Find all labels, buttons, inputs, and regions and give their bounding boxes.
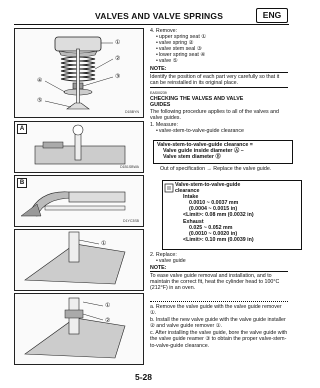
spec-intake-value-2: (0.0004 ~ 0.0015 in) [189, 206, 238, 213]
valve-guide-installation-figure [14, 293, 144, 365]
spec-intake-limit: <Limit>: 0.08 mm (0.0032 in) [183, 212, 254, 219]
measure-title: 1. Measure: [150, 122, 178, 128]
note-label: NOTE: [150, 66, 167, 72]
step-2-title: 2. Replace: [150, 252, 177, 258]
section-heading-line-1: CHECKING THE VALVES AND VALVE [150, 96, 244, 102]
formula-line-2: Valve guide inside diameter Ⓐ – [163, 148, 244, 155]
valve-assembly-drawing [15, 29, 143, 117]
note-rule [150, 271, 288, 272]
list-item: • upper spring seat ① [156, 34, 206, 40]
spec-exhaust-limit: <Limit>: 0.10 mm (0.0039 in) [183, 236, 254, 243]
note-label: NOTE: [150, 265, 167, 271]
spec-title-1: Valve-stem-to-valve-guide [175, 182, 241, 188]
step-2-item: • valve guide [156, 258, 186, 264]
callout-1: ① [115, 40, 121, 46]
formula-line-3: Valve stem diameter Ⓑ [163, 154, 221, 161]
spec-box [162, 180, 302, 250]
note-rule [150, 72, 288, 73]
valve-guide-removal-figure [14, 229, 144, 291]
step-4-list [156, 34, 206, 64]
valve-stem-micrometer-figure [14, 175, 144, 227]
callout-4: ④ [37, 78, 43, 84]
note-text: To ease valve guide removal and installation, and to maintain the correct fit, heat the cylinder head to 100°C (212°F) in an oven. [150, 273, 280, 292]
spec-exhaust: Exhaust [183, 218, 204, 225]
valve-guide-installation-drawing [15, 294, 143, 364]
section-code: EAS00239 [150, 91, 167, 95]
page-title: VALVES AND VALVE SPRINGS [95, 11, 224, 21]
figure-label-b: B [17, 178, 27, 188]
figure-code: D1YC3SB [123, 219, 139, 223]
callout-2: ② [105, 318, 111, 324]
note-end-rule [150, 87, 288, 88]
valve-guide-removal-drawing [15, 230, 143, 290]
list-item: • valve spring ② [156, 40, 206, 46]
callout-5: ⑤ [37, 98, 43, 104]
substep-c: c. After installing the valve guide, bore the valve guide with the valve guide reamer ③ to obtain the proper valve-stem-to-valve-guide clearance. [150, 330, 288, 349]
section-heading-line-2: GUIDES [150, 102, 171, 109]
spec-exhaust-value-2: (0.0010 ~ 0.0020 in) [189, 230, 238, 237]
spec-exhaust-value-1: 0.025 ~ 0.052 mm [189, 224, 233, 231]
page-number: 5-28 [135, 372, 153, 382]
measure-item: • valve-stem-to-valve-guide clearance [156, 128, 244, 134]
note-text: Identify the position of each part very carefully so that it can be reinstalled in its original place. [150, 74, 280, 87]
substeps [150, 304, 288, 349]
callout-3: ③ [115, 74, 121, 80]
list-item: • lower spring seat ④ [156, 52, 206, 58]
spec-intake-value-1: 0.0010 ~ 0.0037 mm [189, 200, 239, 207]
step-4-title: 4. Remove: [150, 28, 178, 34]
figure-code: D1B1SBWA [120, 165, 139, 169]
header-rule [14, 24, 289, 25]
spec-instruction: Out of specification → Replace the valve guide. [160, 166, 272, 172]
spec-icon [164, 183, 174, 193]
spec-intake: Intake [183, 194, 199, 201]
callout-1: ① [101, 241, 107, 247]
section-badge: ENG [256, 8, 288, 23]
list-item: • valve stem seal ③ [156, 46, 206, 52]
procedure-divider [150, 301, 288, 302]
valve-assembly-figure [14, 28, 144, 118]
substep-b: b. Install the new valve guide with the valve guide installer ② and valve guide remover ①. [150, 317, 286, 330]
figure-code: D1BBYN [124, 110, 139, 114]
formula-line-1: Valve-stem-to-valve-guide clearance = [157, 142, 253, 148]
callout-1: ① [105, 303, 111, 309]
list-item: • valve ⑤ [156, 58, 206, 64]
figure-label-a: A [17, 124, 27, 134]
callout-2: ② [115, 56, 121, 62]
section-heading [150, 96, 290, 108]
valve-guide-bore-gauge-figure [14, 121, 144, 173]
formula-box [153, 140, 293, 164]
substep-a: a. Remove the valve guide with the valve guide remover ①. [150, 304, 282, 317]
section-intro: The following procedure applies to all of the valves and valve guides. [150, 109, 279, 122]
spec-title-2: clearance [175, 188, 200, 195]
